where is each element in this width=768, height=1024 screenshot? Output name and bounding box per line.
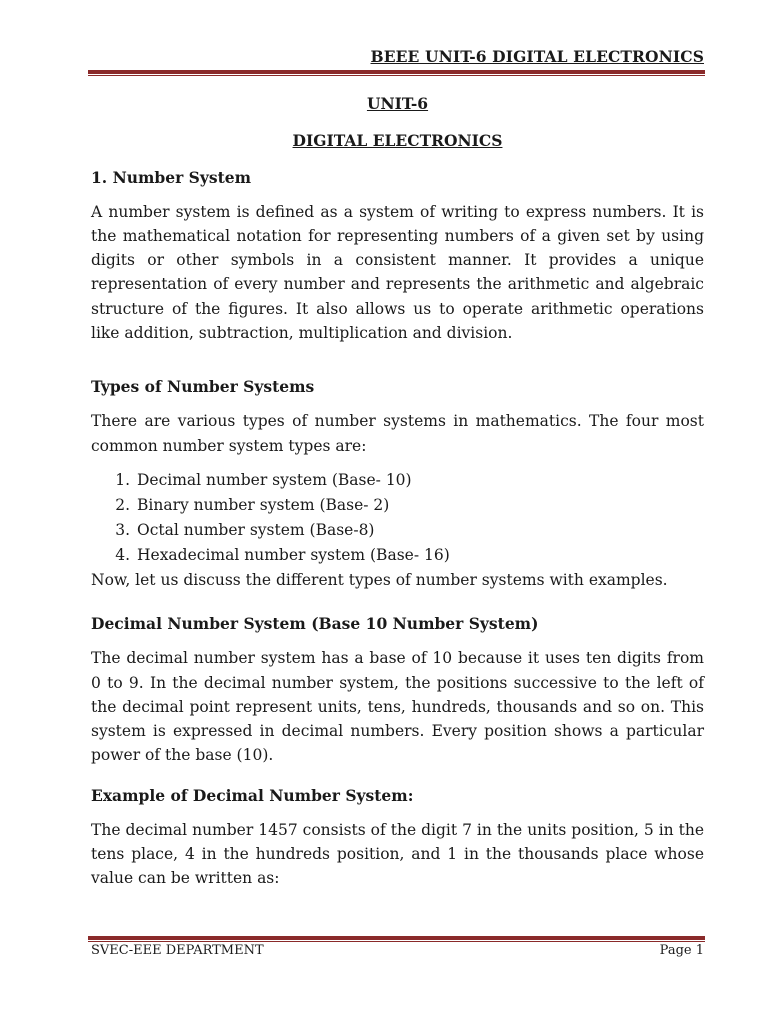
types-intro-paragraph: There are various types of number systems in mathematics. The four most common number system types are: xyxy=(91,412,704,455)
section-heading-decimal: Decimal Number System (Base 10 Number System) xyxy=(91,614,539,634)
types-outro-paragraph: Now, let us discuss the different types of number systems with examples. xyxy=(91,570,668,589)
section-heading-example: Example of Decimal Number System: xyxy=(91,785,414,805)
document-body xyxy=(91,92,704,891)
list-item: 1. Decimal number system (Base- 10) xyxy=(135,468,704,493)
section-heading-number-system: 1. Number System xyxy=(91,167,252,187)
number-system-types-list xyxy=(91,468,704,568)
running-header: BEEE UNIT-6 DIGITAL ELECTRONICS xyxy=(370,47,704,66)
section-heading-types: Types of Number Systems xyxy=(91,377,315,397)
list-item: 4. Hexadecimal number system (Base- 16) xyxy=(135,543,704,568)
page-number: Page 1 xyxy=(659,943,704,958)
decimal-paragraph: The decimal number system has a base of 10 because it uses ten digits from 0 to 9. In the decimal number system, the positions successive to the left of the decimal point represent units, tens, hundreds, thousands and so on. This system is expressed in decimal numbers. Every position shows a particular power of the base (10). xyxy=(91,649,704,765)
list-item: 3. Octal number system (Base-8) xyxy=(135,518,704,543)
unit-title: UNIT-6 xyxy=(366,94,429,113)
header-rule xyxy=(88,70,705,76)
footer-department: SVEC-EEE DEPARTMENT xyxy=(91,943,264,958)
list-item: 2. Binary number system (Base- 2) xyxy=(135,493,704,518)
number-system-paragraph: A number system is defined as a system of writing to express numbers. It is the mathematical notation for representing numbers of a given set by using digits or other symbols in a consistent manner. It provides a unique representation of every number and represents the arithmetic and algebraic structure of the figures. It also allows us to operate arithmetic operations like addition, subtraction, multiplication and division. xyxy=(91,202,704,343)
subject-title: DIGITAL ELECTRONICS xyxy=(292,131,503,151)
example-paragraph: The decimal number 1457 consists of the digit 7 in the units position, 5 in the tens place, 4 in the hundreds position, and 1 in the thousands place whose value can be written as: xyxy=(91,820,704,888)
footer-rule xyxy=(88,936,705,942)
